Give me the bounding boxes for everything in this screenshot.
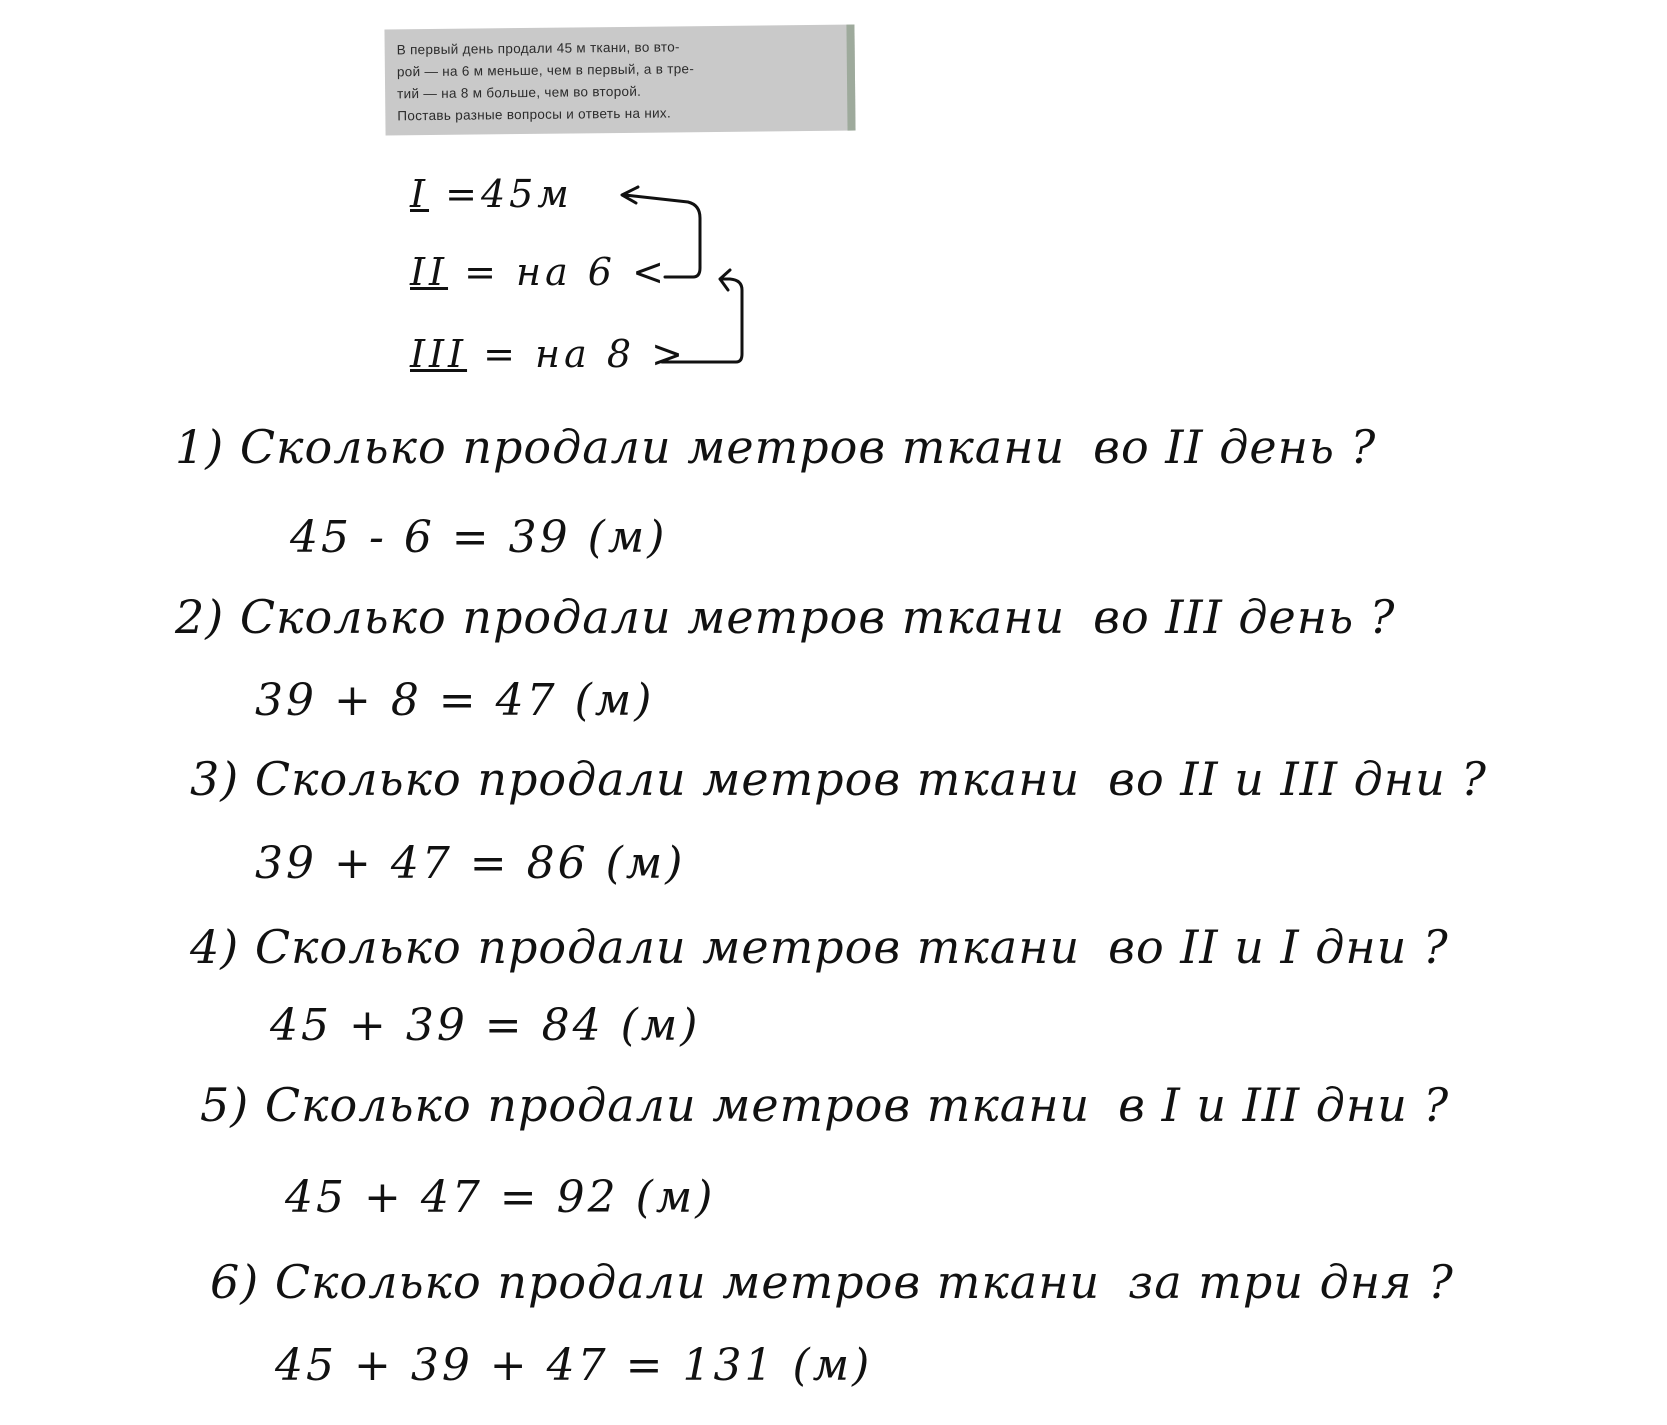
solution-4: 45 + 39 = 84 (м)	[270, 1000, 701, 1051]
question-text: Сколько продали метров ткани	[274, 1255, 1101, 1309]
question-text: Сколько продали метров ткани	[264, 1078, 1091, 1132]
solution-5: 45 + 47 = 92 (м)	[285, 1172, 716, 1223]
question-text-end: во II день ?	[1093, 420, 1377, 474]
question-5	[200, 1078, 1449, 1132]
question-3	[190, 752, 1487, 806]
solution-1: 45 - 6 = 39 (м)	[290, 512, 668, 563]
day-label: III	[410, 332, 468, 376]
question-number: 1)	[175, 420, 225, 474]
short-note-row-1	[410, 172, 573, 216]
question-number: 2)	[175, 590, 225, 644]
question-number: 5)	[200, 1078, 250, 1132]
day-label: II	[410, 250, 449, 294]
question-text: Сколько продали метров ткани	[239, 590, 1066, 644]
task-line: тий — на 8 м больше, чем во второй.	[397, 83, 642, 102]
task-statement	[384, 25, 855, 136]
solution-2: 39 + 8 = 47 (м)	[255, 675, 655, 726]
question-text: Сколько продали метров ткани	[239, 420, 1066, 474]
question-number: 6)	[210, 1255, 260, 1309]
question-6	[210, 1255, 1454, 1309]
task-line: В первый день продали 45 м ткани, во вто-	[396, 39, 680, 58]
page-edge	[846, 25, 855, 131]
day-value: =45м	[445, 172, 573, 216]
day-value: = на 8 >	[483, 332, 687, 376]
question-number: 4)	[190, 920, 240, 974]
question-number: 3)	[190, 752, 240, 806]
task-line: Поставь разные вопросы и ответь на них.	[397, 105, 672, 124]
day-label: I	[410, 172, 430, 216]
question-text-end: за три дня ?	[1128, 1255, 1454, 1309]
question-text-end: во II и III дни ?	[1108, 752, 1487, 806]
question-2	[175, 590, 1395, 644]
question-text: Сколько продали метров ткани	[254, 752, 1081, 806]
question-1	[175, 420, 1376, 474]
short-note-row-3	[410, 332, 687, 376]
question-4	[190, 920, 1449, 974]
solution-6: 45 + 39 + 47 = 131 (м)	[275, 1340, 873, 1391]
question-text-end: во III день ?	[1093, 590, 1396, 644]
solution-3: 39 + 47 = 86 (м)	[255, 838, 686, 889]
day-value: = на 6 <	[464, 250, 668, 294]
task-line: рой — на 6 м меньше, чем в первый, а в тре-	[396, 61, 695, 80]
question-text-end: во II и I дни ?	[1108, 920, 1449, 974]
question-text: Сколько продали метров ткани	[254, 920, 1081, 974]
question-text-end: в I и III дни ?	[1118, 1078, 1450, 1132]
short-note-row-2	[410, 250, 668, 294]
